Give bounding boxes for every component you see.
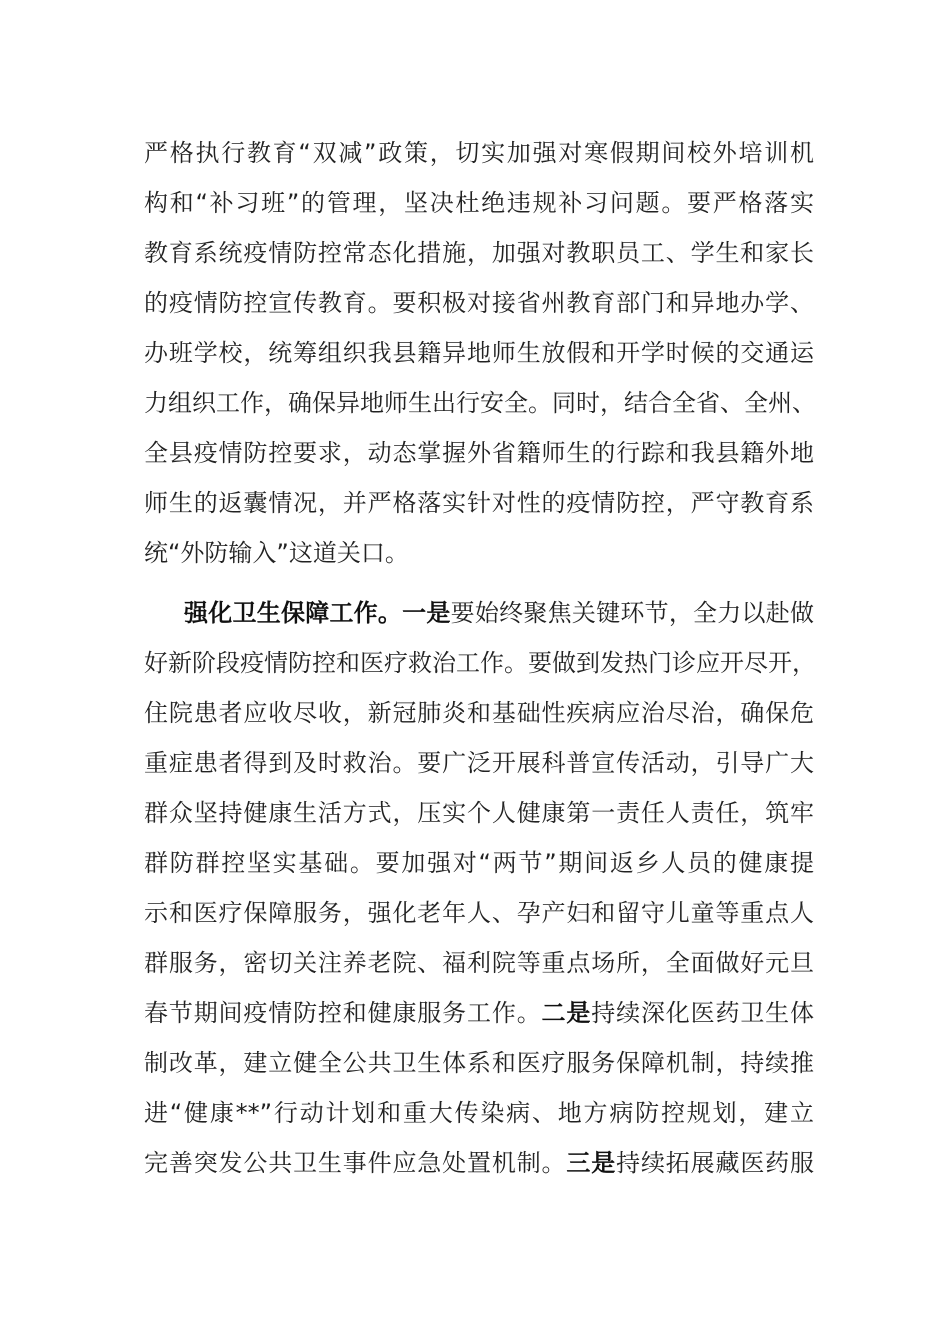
text-line: 群防群控坚实基础。要加强对“两节”期间返乡人员的健康提	[144, 849, 814, 877]
text-run: 要始终聚焦关键环节，全力以赴做	[450, 599, 815, 627]
text-line: 的疫情防控宣传教育。要积极对接省州教育部门和异地办学、	[144, 289, 814, 317]
text-line: 全县疫情防控要求，动态掌握外省籍师生的行踪和我县籍外地	[144, 439, 814, 467]
text-run: 春节期间疫情防控和健康服务工作。	[144, 999, 542, 1027]
text-line: 办班学校，统筹组织我县籍异地师生放假和开学时候的交通运	[144, 339, 814, 367]
text-line	[144, 988, 814, 1038]
text-line: 重症患者得到及时救治。要广泛开展科普宣传活动，引导广大	[144, 749, 814, 777]
point-marker-1: 一是	[402, 599, 451, 627]
text-run: 持续拓展藏医药服	[616, 1149, 815, 1177]
text-line: 示和医疗保障服务，强化老年人、孕产妇和留守儿童等重点人	[144, 899, 814, 927]
text-line: 进“健康**”行动计划和重大传染病、地方病防控规划，建立	[144, 1099, 814, 1127]
text-line-heading	[144, 588, 814, 638]
text-line: 力组织工作，确保异地师生出行安全。同时，结合全省、全州、	[144, 389, 816, 417]
text-run: 持续深化医药卫生体	[591, 999, 815, 1027]
paragraph-education	[144, 128, 814, 578]
text-line: 好新阶段疫情防控和医疗救治工作。要做到发热门诊应开尽开，	[144, 649, 816, 677]
document-body	[144, 128, 814, 1188]
paragraph-gap	[144, 578, 814, 588]
text-line: 群众坚持健康生活方式，压实个人健康第一责任人责任，筑牢	[144, 799, 814, 827]
point-marker-2: 二是	[541, 999, 592, 1027]
text-line: 严格执行教育“双减”政策，切实加强对寒假期间校外培训机	[144, 139, 814, 167]
section-heading: 强化卫生保障工作。	[184, 599, 403, 627]
text-line: 构和“补习班”的管理，坚决杜绝违规补习问题。要严格落实	[144, 189, 814, 217]
text-line: 师生的返囊情况，并严格落实针对性的疫情防控，严守教育系	[144, 489, 814, 517]
text-line	[144, 1138, 814, 1188]
point-marker-3: 三是	[566, 1149, 617, 1177]
paragraph-health	[144, 588, 814, 1188]
text-line: 统“外防输入”这道关口。	[144, 539, 409, 567]
text-line: 制改革，建立健全公共卫生体系和医疗服务保障机制，持续推	[144, 1049, 814, 1077]
text-line: 住院患者应收尽收，新冠肺炎和基础性疾病应治尽治，确保危	[144, 699, 814, 727]
text-run: 完善突发公共卫生事件应急处置机制。	[144, 1149, 567, 1177]
text-line: 教育系统疫情防控常态化措施，加强对教职员工、学生和家长	[144, 239, 814, 267]
text-line: 群服务，密切关注养老院、福利院等重点场所，全面做好元旦	[144, 949, 814, 977]
